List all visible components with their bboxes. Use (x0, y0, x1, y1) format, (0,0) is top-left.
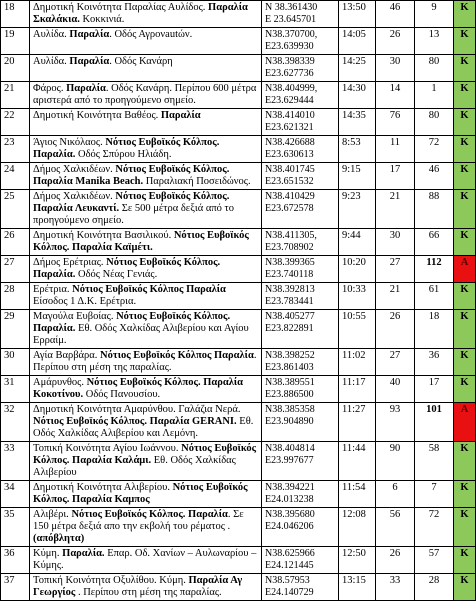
table-row (1, 547, 476, 574)
coordinates (262, 310, 339, 349)
location-text: Εθ. Οδός Χαλκίδας Αλιβερίου (33, 455, 236, 478)
sample-time: 8:53 (339, 136, 376, 163)
coordinates (262, 349, 339, 376)
quality-badge: K (454, 481, 476, 508)
location-text: Νότιος Ευβοϊκός Κόλπος. Παραλία Manika Beach. (33, 164, 230, 187)
location-text: Νότιος Ευβοϊκός Κόλπος. Παραλία Καμπος (33, 482, 248, 505)
location-description (30, 310, 262, 349)
quality-badge: K (454, 283, 476, 310)
quality-badge: K (454, 82, 476, 109)
measurement-value-2: 66 (415, 229, 454, 256)
coordinates (262, 403, 339, 442)
location-text: Νότιος Ευβοϊκός Κόλπος. Παραλία Κοκοτίνου. (33, 377, 243, 400)
measurement-value-1: 21 (376, 283, 415, 310)
coordinates (262, 109, 339, 136)
location-text: Νότιος Ευβοϊκός Κόλπος. Παραλία Καϊμέτι. (33, 230, 249, 253)
longitude: E23.630613 (265, 149, 314, 160)
location-description (30, 190, 262, 229)
longitude: E23.997677 (265, 455, 314, 466)
location-description (30, 508, 262, 547)
coordinates (262, 1, 339, 28)
coordinates (262, 481, 339, 508)
measurement-value-1: 11 (376, 136, 415, 163)
table-row (1, 310, 476, 349)
measurement-value-1: 27 (376, 256, 415, 283)
location-text: Οδός Πανουσίου. (83, 389, 161, 400)
sample-time: 13:15 (339, 574, 376, 601)
location-text: Νότιος Ευβοϊκός Κόλπος. Παραλία. (33, 137, 220, 160)
location-text: Σε 500 μέτρα δεξιά από το προηγούμενο σημείο. (33, 203, 234, 226)
coordinates (262, 190, 339, 229)
row-number: 23 (1, 136, 30, 163)
sample-time: 10:55 (339, 310, 376, 349)
sample-time: 14:30 (339, 82, 376, 109)
location-text: Αλιβέρι. (33, 509, 72, 520)
row-number: 37 (1, 574, 30, 601)
coordinates (262, 376, 339, 403)
measurement-value-1: 14 (376, 82, 415, 109)
coordinates (262, 508, 339, 547)
location-description (30, 1, 262, 28)
location-description (30, 376, 262, 403)
location-text: Τοπική Κοινότητα Αγίου Ιωάννου. (33, 443, 182, 454)
longitude: E23.651532 (265, 176, 314, 187)
measurement-value-2: 72 (415, 508, 454, 547)
location-description (30, 28, 262, 55)
measurement-value-2: 46 (415, 163, 454, 190)
location-text: Αυλίδα. (33, 56, 70, 67)
latitude: N38.399365 (265, 257, 315, 268)
sample-time: 9:23 (339, 190, 376, 229)
sample-time: 11:44 (339, 442, 376, 481)
measurement-value-2: 1 (415, 82, 454, 109)
quality-badge: A (454, 403, 476, 442)
measurement-value-2: 17 (415, 376, 454, 403)
latitude: N38.398252 (265, 350, 315, 361)
location-text: Νότιος Ευβοϊκός Κόλπος. Παραλία Λευκαντί. (33, 191, 230, 214)
coordinates (262, 256, 339, 283)
location-description (30, 163, 262, 190)
measurement-value-1: 21 (376, 190, 415, 229)
table-row (1, 163, 476, 190)
location-text: Παραλία. (62, 548, 105, 559)
location-text: Είσοδος 1 Δ.Κ. Ερέτρια. (33, 296, 137, 307)
quality-badge: A (454, 256, 476, 283)
measurement-value-2: 28 (415, 574, 454, 601)
latitude: N38.404999, (265, 83, 318, 94)
location-text: Παραλιακή Ποσειδώνος. (143, 176, 251, 187)
quality-badge: K (454, 349, 476, 376)
location-text: Νότιος Ευβοϊκός Κόλπος. Παραλία Καλάμι. (33, 443, 257, 466)
longitude: E23.629444 (265, 95, 314, 106)
quality-badge: K (454, 163, 476, 190)
latitude: N38.410429 (265, 191, 315, 202)
quality-badge: K (454, 55, 476, 82)
measurement-value-1: 6 (376, 481, 415, 508)
location-text: . Οδός Αγρονautών. (109, 29, 193, 40)
measurement-value-1: 26 (376, 310, 415, 349)
longitude: E23.708902 (265, 242, 314, 253)
longitude: E23.740118 (265, 269, 314, 280)
sample-time: 14:05 (339, 28, 376, 55)
measurement-value-2: 9 (415, 1, 454, 28)
location-text: Ερέτρια. (33, 284, 73, 295)
measurement-value-2: 7 (415, 481, 454, 508)
quality-badge: K (454, 310, 476, 349)
row-number: 30 (1, 349, 30, 376)
quality-badge: K (454, 547, 476, 574)
location-description (30, 82, 262, 109)
longitude: E23.822891 (265, 323, 314, 334)
quality-badge: K (454, 1, 476, 28)
location-text: Αγία Βαρβάρα. (33, 350, 101, 361)
row-number: 18 (1, 1, 30, 28)
longitude: E23.861403 (265, 362, 314, 373)
coordinates (262, 229, 339, 256)
latitude: N38.392813 (265, 284, 315, 295)
latitude: N38.57953 (265, 575, 310, 586)
latitude: N38.394221 (265, 482, 315, 493)
row-number: 36 (1, 547, 30, 574)
quality-badge: K (454, 109, 476, 136)
quality-badge: K (454, 442, 476, 481)
longitude: E23.639930 (265, 41, 314, 52)
longitude: E23.904890 (265, 416, 314, 427)
quality-badge: K (454, 574, 476, 601)
location-description (30, 256, 262, 283)
row-number: 33 (1, 442, 30, 481)
quality-badge: K (454, 376, 476, 403)
latitude: N38.389551 (265, 377, 315, 388)
quality-badge: K (454, 190, 476, 229)
table-row (1, 349, 476, 376)
sample-time: 12:08 (339, 508, 376, 547)
row-number: 25 (1, 190, 30, 229)
location-description (30, 403, 262, 442)
table-row (1, 55, 476, 82)
measurement-value-2: 36 (415, 349, 454, 376)
location-text: (απόβλητα) (33, 533, 85, 544)
row-number: 27 (1, 256, 30, 283)
location-text: Νότιος Ευβοϊκός Κόλπος. Παραλία GERANI. (33, 416, 237, 427)
measurement-value-2: 80 (415, 109, 454, 136)
row-number: 28 (1, 283, 30, 310)
sample-time: 14:35 (339, 109, 376, 136)
latitude: N38.414010 (265, 110, 315, 121)
location-text: Νότιος Ευβοϊκός Κόλπος. Παραλία. (33, 257, 221, 280)
coordinates (262, 283, 339, 310)
row-number: 21 (1, 82, 30, 109)
quality-badge: K (454, 508, 476, 547)
latitude: N38.411305, (265, 230, 317, 241)
location-text: Δημοτική Κοινότητα Βασιλικού. (33, 230, 174, 241)
location-description (30, 55, 262, 82)
coordinates (262, 163, 339, 190)
location-text: Εθ. Οδός Χαλκίδας Αλιβερίου και Αγίου Ερραίμ. (33, 323, 249, 346)
location-description (30, 229, 262, 256)
sample-time: 14:25 (339, 55, 376, 82)
table-row (1, 82, 476, 109)
row-number: 19 (1, 28, 30, 55)
measurement-value-2: 88 (415, 190, 454, 229)
table-row (1, 403, 476, 442)
latitude: N38.370700, (265, 29, 318, 40)
latitude: N38.385358 (265, 404, 315, 415)
location-text: . Σε 150 μέτρα δεξιά απο την εκβολή του ρέματος . (33, 509, 244, 532)
location-text: . Οδός Κανάρη. Περίπου 600 μέτρα αριστερά από το προηγούμενο σημείο. (33, 83, 257, 106)
sample-time: 9:44 (339, 229, 376, 256)
measurement-value-1: 46 (376, 1, 415, 28)
measurement-value-1: 33 (376, 574, 415, 601)
location-text: . Περίπου στη μέση της παραλίας. (75, 587, 222, 598)
longitude: E24.140729 (265, 587, 314, 598)
longitude: E24.013238 (265, 494, 314, 505)
longitude: E24.121445 (265, 560, 314, 571)
table-row (1, 1, 476, 28)
table-row (1, 442, 476, 481)
location-description (30, 442, 262, 481)
measurement-value-1: 76 (376, 109, 415, 136)
coordinates (262, 82, 339, 109)
location-text: Κοκκινιά. (79, 14, 125, 25)
measurement-value-2: 72 (415, 136, 454, 163)
table-row (1, 28, 476, 55)
sample-time: 13:50 (339, 1, 376, 28)
measurement-value-2: 18 (415, 310, 454, 349)
location-description (30, 547, 262, 574)
coordinates (262, 547, 339, 574)
measurement-value-1: 26 (376, 547, 415, 574)
row-number: 31 (1, 376, 30, 403)
measurement-value-2: 57 (415, 547, 454, 574)
location-description (30, 481, 262, 508)
latitude: N38.625966 (265, 548, 315, 559)
location-text: Παραλία (69, 56, 110, 67)
coordinates (262, 55, 339, 82)
measurement-value-2: 13 (415, 28, 454, 55)
sample-time: 11:54 (339, 481, 376, 508)
location-text: Φάρος. (33, 83, 67, 94)
location-text: Παραλία (66, 83, 106, 94)
measurement-value-1: 40 (376, 376, 415, 403)
location-description (30, 574, 262, 601)
measurement-value-1: 93 (376, 403, 415, 442)
row-number: 22 (1, 109, 30, 136)
table-row (1, 508, 476, 547)
location-text: Δημοτική Κοινότητα Αλιβερίου. (33, 482, 173, 493)
location-text: Δήμος Χαλκιδέων. (33, 164, 116, 175)
row-number: 34 (1, 481, 30, 508)
row-number: 26 (1, 229, 30, 256)
coordinates (262, 136, 339, 163)
quality-badge: K (454, 28, 476, 55)
longitude: E23.886500 (265, 389, 314, 400)
measurement-value-1: 30 (376, 55, 415, 82)
location-text: Δημοτική Κοινότητα Αμαρύνθου. Γαλάζια Νερά. (33, 404, 241, 415)
latitude: N38.405277 (265, 311, 315, 322)
location-text: Αμάρυνθος. (33, 377, 87, 388)
location-text: Νότιος Ευβοϊκός Κόλπος Παραλία (100, 350, 254, 361)
location-text: Νότιος Ευβοϊκός Κόλπος. Παραλία (71, 509, 228, 520)
location-description (30, 136, 262, 163)
measurement-value-2: 58 (415, 442, 454, 481)
latitude: N38.398339 (265, 56, 315, 67)
location-text: Δημοτική Κοινότητα Παραλίας Αυλίδος. (33, 2, 209, 13)
latitude: N 38.361430 (265, 2, 318, 13)
measurement-value-1: 27 (376, 349, 415, 376)
coordinates (262, 442, 339, 481)
location-text: Μαγούλα Ευβοίας. (33, 311, 117, 322)
location-text: Παραλία Αγ Γεωργίος (33, 575, 243, 598)
location-text: Δημοτική Κοινότητα Βαθέος. (33, 110, 161, 121)
table-row (1, 229, 476, 256)
row-number: 32 (1, 403, 30, 442)
location-text: Νότιος Ευβοϊκός Κόλπος Παραλία (72, 284, 226, 295)
row-number: 24 (1, 163, 30, 190)
row-number: 20 (1, 55, 30, 82)
sample-time: 11:02 (339, 349, 376, 376)
longitude: E23.672578 (265, 203, 314, 214)
sample-time: 11:27 (339, 403, 376, 442)
sample-time: 10:20 (339, 256, 376, 283)
location-text: Παραλία (69, 29, 110, 40)
measurement-value-1: 56 (376, 508, 415, 547)
table-body (1, 1, 476, 601)
row-number: 29 (1, 310, 30, 349)
location-description (30, 349, 262, 376)
location-text: Παραλία (160, 110, 201, 121)
location-text: Δήμος Ερέτριας. (33, 257, 107, 268)
location-description (30, 283, 262, 310)
location-text: Αυλίδα. (33, 29, 70, 40)
location-text: Εθ. Οδός Χαλκίδας Αλιβερίου και Λεμόνη. (33, 416, 254, 439)
longitude: E 23.645701 (265, 14, 317, 25)
location-text: Άγιος Νικόλαος. (33, 137, 106, 148)
sample-time: 11:17 (339, 376, 376, 403)
location-text: Νότιος Ευβοϊκός Κόλπος. Παραλία. (33, 311, 231, 334)
sample-time: 10:33 (339, 283, 376, 310)
coordinates (262, 574, 339, 601)
latitude: N38.426688 (265, 137, 315, 148)
measurement-value-1: 90 (376, 442, 415, 481)
location-text: Δήμος Χαλκιδέων. (33, 191, 116, 202)
table-row (1, 376, 476, 403)
table-row (1, 256, 476, 283)
location-text: . Περίπου στη μέση της παραλίας. (33, 350, 257, 373)
location-description (30, 109, 262, 136)
table-row (1, 109, 476, 136)
table-row (1, 190, 476, 229)
longitude: E24.046206 (265, 521, 314, 532)
table-row (1, 481, 476, 508)
latitude: N38.401745 (265, 164, 315, 175)
location-text: Οδός Σπύρου Ηλιάδη. (75, 149, 172, 160)
measurement-value-2: 101 (415, 403, 454, 442)
coordinates (262, 28, 339, 55)
table-row (1, 136, 476, 163)
measurement-value-1: 30 (376, 229, 415, 256)
table-row (1, 283, 476, 310)
sample-time: 12:50 (339, 547, 376, 574)
location-text: Επαρ. Οδ. Χανίων – Αυλωναρίου – Κύμης. (33, 548, 257, 571)
measurement-value-2: 61 (415, 283, 454, 310)
quality-badge: K (454, 136, 476, 163)
longitude: E23.621321 (265, 122, 314, 133)
longitude: E23.627736 (265, 68, 314, 79)
quality-badge: K (454, 229, 476, 256)
location-text: Κύμη. (33, 548, 63, 559)
location-text: Παραλία Σκαλάκια. (33, 2, 248, 25)
location-text: . Οδός Κανάρη (109, 56, 173, 67)
measurement-value-2: 112 (415, 256, 454, 283)
measurement-value-2: 80 (415, 55, 454, 82)
latitude: N38.404814 (265, 443, 315, 454)
row-number: 35 (1, 508, 30, 547)
measurement-value-1: 26 (376, 28, 415, 55)
longitude: E23.783441 (265, 296, 314, 307)
location-text: Οδός Νέας Γενιάς. (75, 269, 158, 280)
location-text: Τοπική Κοινότητα Οξυλίθου. Κύμη. (33, 575, 189, 586)
sample-time: 9:15 (339, 163, 376, 190)
latitude: N38.395680 (265, 509, 315, 520)
measurement-value-1: 17 (376, 163, 415, 190)
table-row (1, 574, 476, 601)
